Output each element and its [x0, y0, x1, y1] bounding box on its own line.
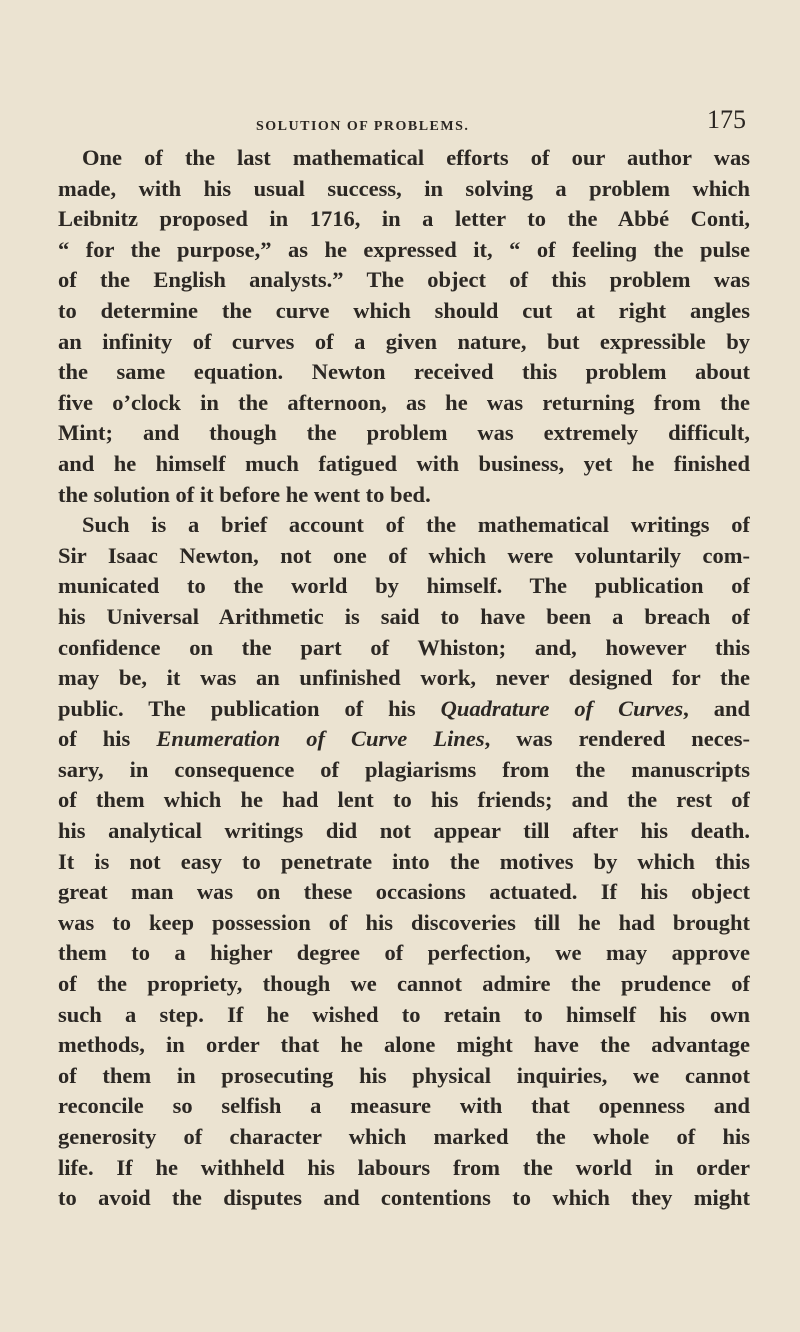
text-line	[58, 938, 750, 969]
text-line-content: It is not easy to penetrate into the motives by which this	[58, 848, 750, 874]
text-line-content: of the English analysts.” The object of this problem was	[58, 267, 750, 293]
text-line-content: of his	[58, 726, 157, 752]
text-line-content: to avoid the disputes and contentions to which they might	[58, 1185, 750, 1211]
text-line-content: of them which he had lent to his friends; and the rest of	[58, 787, 750, 813]
text-line	[58, 235, 750, 266]
text-line	[58, 847, 750, 878]
text-line-content: the solution of it before he went to bed.	[58, 481, 431, 507]
text-line-content: the same equation. Newton received this problem about	[58, 359, 750, 385]
text-line-content: municated to the world by himself. The publication of	[58, 573, 750, 599]
text-line	[58, 816, 750, 847]
text-line-content: may be, it was an unfinished work, never designed for the	[58, 665, 750, 691]
text-line	[58, 327, 750, 358]
text-line	[58, 1030, 750, 1061]
text-line	[58, 388, 750, 419]
text-line-content: five o’clock in the afternoon, as he was returning from the	[58, 389, 750, 415]
text-line-content: Mint; and though the problem was extremely difficult,	[58, 420, 750, 446]
text-line	[58, 265, 750, 296]
text-line	[58, 449, 750, 480]
text-line-content: an infinity of curves of a given nature, but expressible by	[58, 328, 750, 354]
page-number: 175	[707, 105, 746, 134]
text-line-content: made, with his usual success, in solving a problem which	[58, 175, 750, 201]
text-line	[58, 357, 750, 388]
text-line	[58, 541, 750, 572]
text-line-continuation: , and	[683, 695, 750, 721]
text-line-content: One of the last mathematical efforts of our author was	[82, 145, 750, 170]
text-line	[58, 877, 750, 908]
running-head-title: SOLUTION OF PROBLEMS.	[256, 119, 470, 134]
text-line-content: methods, in order that he alone might have the advantage	[58, 1032, 750, 1058]
text-line	[58, 694, 750, 725]
text-line-content: of the propriety, though we cannot admire the prudence of	[58, 971, 750, 997]
text-line	[58, 571, 750, 602]
text-line	[58, 908, 750, 939]
text-line-content: Leibnitz proposed in 1716, in a letter to the Abbé Conti,	[58, 206, 750, 232]
text-line	[58, 143, 750, 174]
running-head	[60, 105, 746, 135]
text-line	[58, 1061, 750, 1092]
text-line	[58, 969, 750, 1000]
italic-title: Enumeration of Curve Lines	[156, 726, 485, 752]
text-line	[58, 174, 750, 205]
text-line-content: his analytical writings did not appear till after his death.	[58, 818, 750, 844]
text-line	[58, 755, 750, 786]
text-line-content: public. The publication of his	[58, 695, 441, 721]
text-line-content: great man was on these occasions actuated. If his object	[58, 879, 750, 905]
text-line	[58, 633, 750, 664]
text-line	[58, 602, 750, 633]
text-line	[58, 204, 750, 235]
text-line-content: of them in prosecuting his physical inquiries, we cannot	[58, 1062, 750, 1088]
text-line	[58, 1153, 750, 1184]
text-line-content: and he himself much fatigued with business, yet he finished	[58, 450, 750, 476]
text-line	[58, 510, 750, 541]
text-line-content: to determine the curve which should cut at right angles	[58, 297, 750, 323]
italic-title: Quadrature of Curves	[440, 695, 684, 721]
text-line-content: such a step. If he wished to retain to himself his own	[58, 1001, 750, 1027]
text-line	[58, 1183, 750, 1214]
text-line	[58, 1000, 750, 1031]
text-line-continuation: , was rendered neces-	[484, 726, 750, 752]
text-line	[58, 785, 750, 816]
text-line	[58, 1091, 750, 1122]
text-line	[58, 1122, 750, 1153]
text-line-content: his Universal Arithmetic is said to have been a breach of	[58, 603, 750, 629]
text-line-content: generosity of character which marked the whole of his	[58, 1124, 750, 1149]
text-line-content: life. If he withheld his labours from the world in order	[58, 1154, 750, 1180]
text-line	[58, 418, 750, 449]
text-line-content: Such is a brief account of the mathematical writings of	[82, 512, 750, 538]
text-line	[58, 296, 750, 327]
text-line-content: Sir Isaac Newton, not one of which were voluntarily com-	[58, 542, 750, 568]
text-line-content: them to a higher degree of perfection, we may approve	[58, 940, 750, 966]
text-line-content: confidence on the part of Whiston; and, however this	[58, 634, 750, 660]
text-line-content: reconcile so selfish a measure with that openness and	[58, 1093, 750, 1119]
text-line-content: “ for the purpose,” as he expressed it, “ of feelinɡ the pulse	[58, 236, 750, 262]
text-line	[58, 663, 750, 694]
text-line-content: was to keep possession of his discoveries till he had brought	[58, 909, 750, 935]
body-text	[58, 143, 750, 1214]
text-line	[58, 480, 750, 511]
text-line	[58, 724, 750, 755]
text-line-content: sary, in consequence of plagiarisms from the manuscripts	[58, 756, 750, 782]
